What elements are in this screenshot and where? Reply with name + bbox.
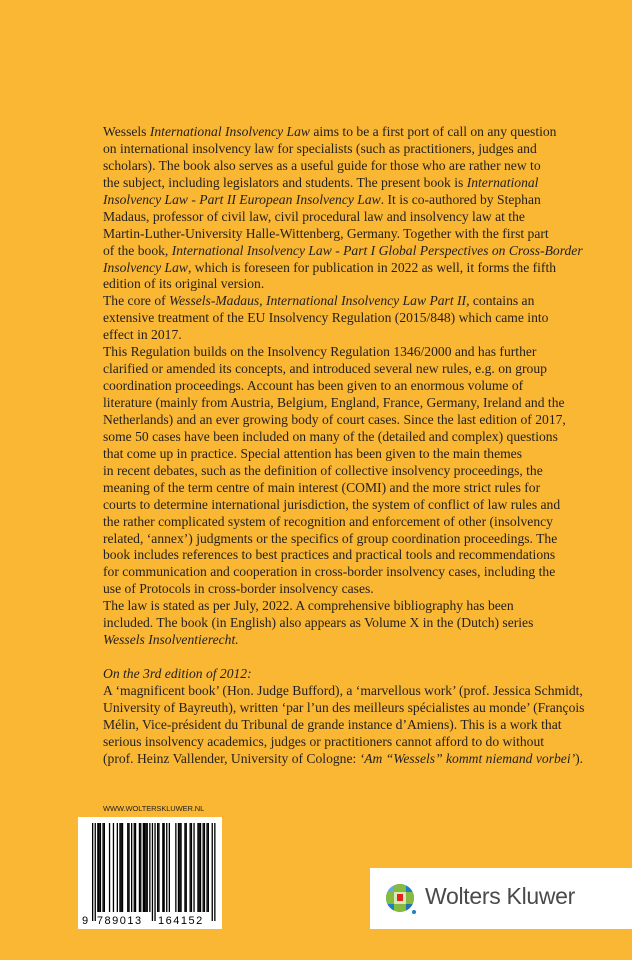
barcode-bar xyxy=(178,823,179,912)
text-line xyxy=(103,649,623,666)
text-segment: , contains an xyxy=(466,293,535,309)
barcode-bars xyxy=(78,817,222,929)
publisher-name: Wolters Kluwer xyxy=(425,883,576,909)
barcode-bar xyxy=(147,823,148,912)
barcode-bar xyxy=(140,823,141,912)
text-segment: University of Bayreuth), written ‘par l’un des meilleurs spécialistes au monde’ (François xyxy=(103,699,585,715)
barcode-bar xyxy=(186,823,187,912)
barcode-bar xyxy=(92,823,93,921)
wolters-kluwer-logo-icon xyxy=(385,883,417,915)
text-line xyxy=(103,378,623,395)
barcode-bar xyxy=(193,823,194,912)
text-segment: Madaus, professor of civil law, civil procedural law and insolvency law at the xyxy=(103,208,525,224)
barcode-bar xyxy=(97,823,98,912)
text-line xyxy=(103,700,623,717)
publisher-logo xyxy=(370,868,632,929)
text-segment: effect in 2017. xyxy=(103,327,182,343)
italic-text: Wessels-Madaus, International Insolvency Law Part II xyxy=(169,293,467,309)
text-line xyxy=(103,327,623,344)
italic-text: International Insolvency Law - Part I Global Perspectives on Cross-Border xyxy=(171,242,583,258)
barcode-bar xyxy=(113,823,114,912)
text-segment: ). xyxy=(575,750,584,766)
text-segment: scholars). The book also serves as a useful guide for those who are rather new to xyxy=(103,157,541,173)
barcode-bar xyxy=(117,823,118,912)
italic-text: On the 3rd edition of 2012: xyxy=(103,666,252,681)
text-segment: use of Protocols in cross-border insolvency cases. xyxy=(103,581,374,597)
barcode-bar xyxy=(204,823,205,912)
barcode-bar xyxy=(109,823,110,912)
barcode-bar xyxy=(100,823,101,912)
barcode-bar xyxy=(134,823,135,912)
text-line xyxy=(103,734,623,751)
barcode-digits: 9 xyxy=(82,915,90,927)
text-segment: in recent debates, such as the definition of collective insolvency proceedings, the xyxy=(103,462,543,478)
text-segment: included. The book (in English) also appears as Volume X in the (Dutch) series xyxy=(103,615,534,631)
barcode-bar xyxy=(200,823,201,912)
text-segment: serious insolvency academics, judges or practitioners cannot afford to do without xyxy=(103,733,545,749)
barcode-bar xyxy=(145,823,146,912)
text-line xyxy=(103,310,623,327)
barcode-bar xyxy=(135,823,136,912)
text-segment: literature (mainly from Austria, Belgium, England, France, Germany, Ireland and the xyxy=(103,395,565,410)
text-segment: on international insolvency law for specialists (such as practitioners, judges and xyxy=(103,140,537,156)
barcode-bar xyxy=(99,823,100,912)
text-line xyxy=(103,683,623,700)
barcode-bar xyxy=(104,823,105,912)
text-segment: for communication and cooperation in cross-border insolvency cases, including the xyxy=(103,564,556,580)
barcode-bar xyxy=(122,823,123,912)
isbn-barcode xyxy=(78,817,222,929)
barcode-bar xyxy=(203,823,204,912)
barcode-bar xyxy=(102,823,103,912)
text-segment: . It is co-authored by Stephan xyxy=(380,191,541,207)
text-segment: The core of xyxy=(103,293,170,309)
text-segment: of the book, xyxy=(103,242,172,258)
barcode-bar xyxy=(166,823,167,912)
text-line xyxy=(103,192,623,209)
barcode-bar xyxy=(119,823,120,912)
italic-text: Insolvency Law - Part II European Insolvency Law xyxy=(103,191,381,207)
text-line xyxy=(103,209,623,226)
text-line xyxy=(103,124,623,141)
text-line xyxy=(103,226,623,243)
barcode-bar xyxy=(206,823,207,912)
barcode-bar xyxy=(191,823,192,912)
text-segment: Martin-Luther-University Halle-Wittenberg, Germany. Together with the first part xyxy=(103,225,549,241)
text-segment: clarified or amended its concepts, and introduced several new rules, e.g. on group xyxy=(103,361,547,377)
barcode-bar xyxy=(139,823,140,912)
barcode-bar xyxy=(179,823,180,912)
text-line xyxy=(103,547,623,564)
text-segment: related, ‘annex’) judgments or the specifics of group coordination proceedings. The xyxy=(103,530,558,546)
text-line xyxy=(103,598,623,615)
text-line xyxy=(103,429,623,446)
barcode-bar xyxy=(169,823,170,912)
text-segment: some 50 cases have been included on many of the (detailed and complex) questions xyxy=(103,428,558,444)
barcode-digits: 789013 xyxy=(96,915,143,927)
text-line xyxy=(103,615,623,632)
text-line xyxy=(103,344,623,361)
text-line xyxy=(103,514,623,531)
text-line xyxy=(103,751,623,768)
text-line xyxy=(103,412,623,429)
barcode-bar xyxy=(157,823,158,912)
barcode-bar xyxy=(127,823,128,912)
text-line xyxy=(103,531,623,548)
barcode-bar xyxy=(95,823,96,921)
text-line xyxy=(103,480,623,497)
barcode-bar xyxy=(180,823,181,912)
text-line xyxy=(103,243,623,260)
text-segment: extensive treatment of the EU Insolvency Regulation (2015/848) which came into xyxy=(103,310,549,326)
barcode-bar xyxy=(158,823,159,912)
text-line xyxy=(103,141,623,158)
text-line xyxy=(103,581,623,598)
text-segment: coordination proceedings. Account has been given to an enormous volume of xyxy=(103,378,524,394)
text-segment: Netherlands) and an ever growing body of court cases. Since the last edition of 2017, xyxy=(103,411,566,427)
text-segment: A ‘magnificent book’ (Hon. Judge Bufford), a ‘marvellous work’ (prof. Jessica Schmidt, xyxy=(103,682,583,698)
barcode-bar xyxy=(128,823,129,912)
text-segment: Mélin, Vice-président du Tribunal de grande instance d’Amiens). This is a work that xyxy=(103,716,562,732)
italic-text: Wessels Insolventierecht. xyxy=(103,632,239,648)
text-line xyxy=(103,158,623,175)
text-segment: book includes references to best practices and practical tools and recommendations xyxy=(103,547,556,563)
text-line xyxy=(103,361,623,378)
italic-text: ‘Am “Wessels” kommt niemand vorbei’ xyxy=(359,750,576,766)
text-line xyxy=(103,463,623,480)
barcode-bar xyxy=(144,823,145,912)
barcode-bar xyxy=(214,823,215,921)
text-segment: courts to determine international jurisdiction, the system of conflict of law rules and xyxy=(103,496,561,512)
text-segment: The law is stated as per July, 2022. A comprehensive bibliography has been xyxy=(103,598,514,614)
barcode-bar xyxy=(162,823,163,912)
italic-text: Insolvency Law xyxy=(103,259,188,275)
barcode-bar xyxy=(131,823,132,912)
text-segment: aims to be a first port of call on any question xyxy=(309,124,557,139)
text-segment: , which is foreseen for publication in 2022 as well, it forms the fifth xyxy=(187,259,557,275)
barcode-bar xyxy=(199,823,200,912)
italic-text: International xyxy=(466,174,539,190)
barcode-bar xyxy=(121,823,122,912)
text-segment: (prof. Heinz Vallender, University of Cologne: xyxy=(103,750,360,766)
text-segment: edition of its original version. xyxy=(103,276,265,292)
barcode-bar xyxy=(164,823,165,912)
text-line xyxy=(103,717,623,734)
text-line xyxy=(103,260,623,277)
barcode-bar xyxy=(208,823,209,912)
text-segment: the rather complicated system of recognition and enforcement of other (insolvency xyxy=(103,513,553,529)
text-line xyxy=(103,666,623,683)
text-segment: Wessels xyxy=(103,124,150,139)
barcode-bar xyxy=(143,823,144,912)
barcode-bar xyxy=(190,823,191,912)
barcode-bar xyxy=(152,823,153,921)
barcode-bar xyxy=(184,823,185,912)
text-line xyxy=(103,446,623,463)
text-line xyxy=(103,175,623,192)
text-segment: that come up in practice. Special attention has been given to the main themes xyxy=(103,445,523,461)
barcode-bar xyxy=(175,823,176,912)
barcode-digits: 164152 xyxy=(158,915,204,927)
back-cover-description xyxy=(103,124,623,768)
text-line xyxy=(103,276,623,293)
barcode-bar xyxy=(149,823,150,912)
text-line xyxy=(103,632,623,649)
barcode-bar xyxy=(154,823,155,921)
text-line xyxy=(103,564,623,581)
text-line xyxy=(103,395,623,412)
text-segment: the subject, including legislators and students. The present book is xyxy=(103,174,467,190)
publisher-website: WWW.WOLTERSKLUWER.NL xyxy=(103,804,205,813)
italic-text: International Insolvency Law xyxy=(149,124,310,139)
text-line xyxy=(103,497,623,514)
barcode-bar xyxy=(212,823,213,921)
text-line xyxy=(103,293,623,310)
text-segment: This Regulation builds on the Insolvency Regulation 1346/2000 and has further xyxy=(103,344,537,360)
text-segment: meaning of the term centre of main interest (COMI) and the more strict rules for xyxy=(103,479,541,495)
barcode-bar xyxy=(197,823,198,912)
